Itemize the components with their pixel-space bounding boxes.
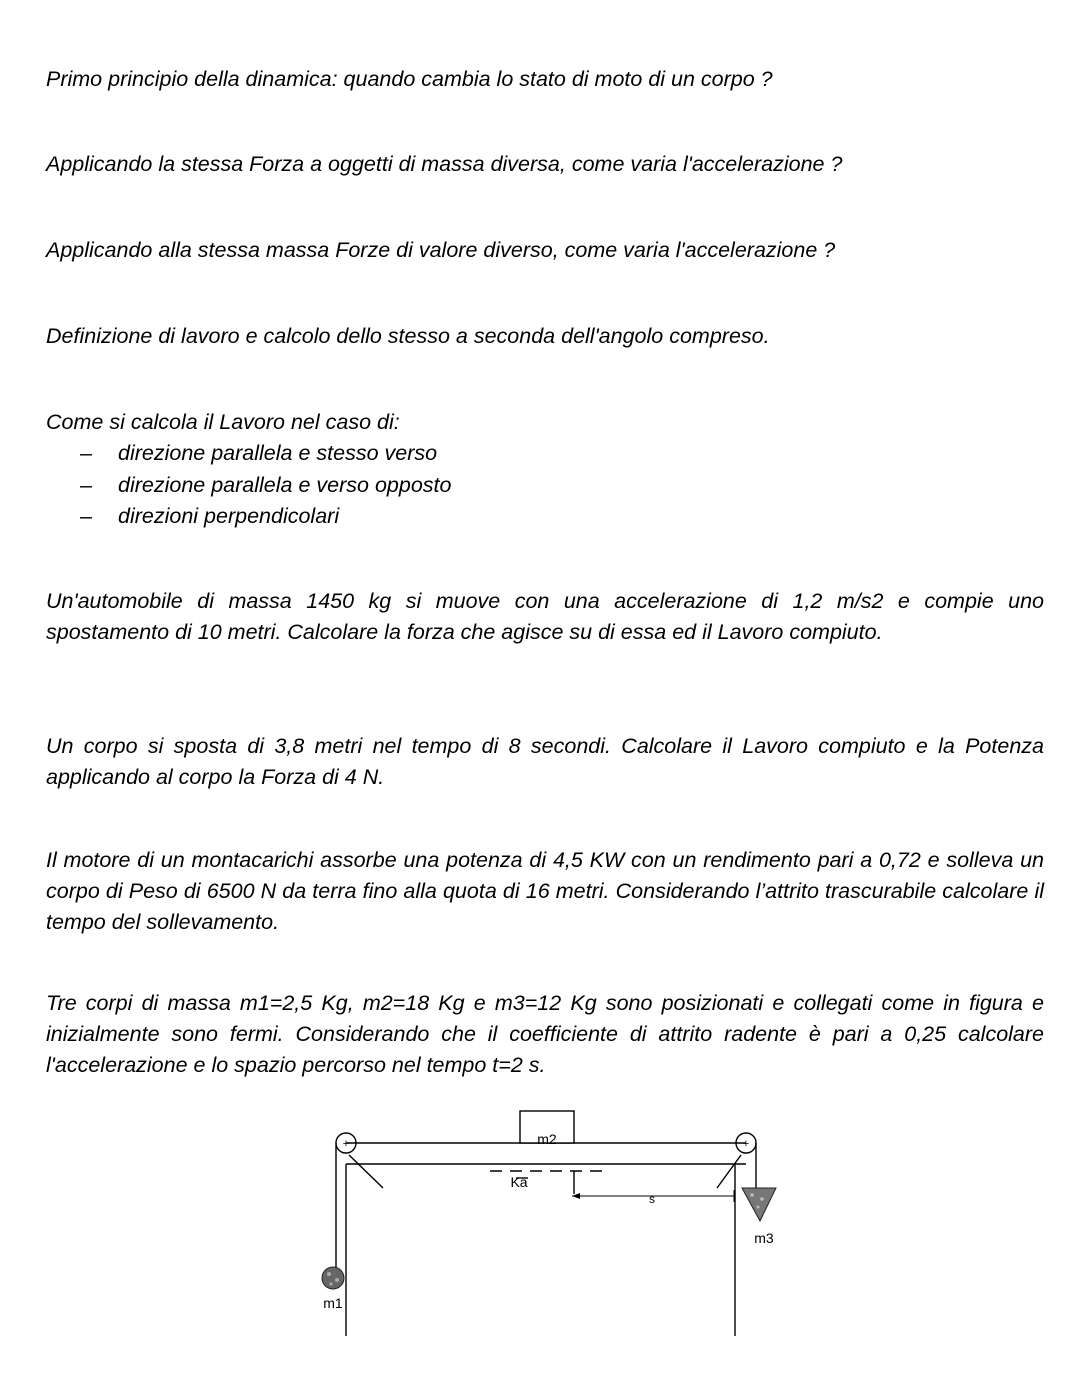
list-item-text: direzione parallela e verso opposto [118,472,452,497]
left-brace [349,1155,383,1188]
label-m2: m2 [537,1131,557,1147]
label-s: s [649,1192,655,1206]
list-item-text: direzioni perpendicolari [118,504,340,528]
weight-m1 [322,1267,344,1289]
weight-m3 [742,1188,776,1221]
question-4: Definizione di lavoro e calcolo dello stesso a seconda dell'angolo compreso. [46,324,770,348]
bullet-dash: – [80,441,92,465]
pulley-axle-icon: + [742,1138,750,1150]
bullet-dash: – [80,472,92,497]
arrowhead-icon [572,1193,580,1199]
problem-1: Un'automobile di massa 1450 kg si muove con una accelerazione di 1,2 m/s2 e compie uno spostamento di 10 metri. Calcolare la forza che agisce su di essa ed il Lavoro compiuto. [46,589,1044,644]
list-item [80,470,451,502]
question-2: Applicando la stessa Forza a oggetti di massa diversa, come varia l'accelerazione ? [46,152,843,176]
bullet-dash: – [80,504,92,528]
list-item [80,438,451,470]
label-m1: m1 [323,1295,343,1311]
question-3: Applicando alla stessa massa Forze di valore diverso, come varia l'accelerazione ? [46,238,836,262]
list-item-text: direzione parallela e stesso verso [118,441,438,465]
problem-4: Tre corpi di massa m1=2,5 Kg, m2=18 Kg e m3=12 Kg sono posizionati e collegati come in figura e inizialmente sono fermi. Considerando che il coefficiente di attrito radente è pari a 0,25 calcolare l'accelerazione e lo spazio percorso nel tempo t=2 s. [46,991,1044,1077]
label-m3: m3 [754,1230,774,1246]
bullet-list [80,438,451,533]
right-brace [717,1155,741,1188]
pulley-axle-icon: + [342,1138,350,1150]
problem-2: Un corpo si sposta di 3,8 metri nel tempo di 8 secondi. Calcolare il Lavoro compiuto e la Potenza applicando al corpo la Forza di 4 N. [46,734,1044,789]
list-item [80,501,451,533]
problem-3: Il motore di un montacarichi assorbe una potenza di 4,5 KW con un rendimento pari a 0,72 e solleva un corpo di Peso di 6500 N da terra fino alla quota di 16 metri. Considerando l’attrito trascurabile calcolare il tempo del sollevamento. [46,848,1044,934]
question-5-intro: Come si calcola il Lavoro nel caso di: [46,410,400,434]
label-ka: Ka [510,1174,528,1190]
question-1: Primo principio della dinamica: quando cambia lo stato di moto di un corpo ? [46,67,773,91]
pulley-system-figure [300,1100,800,1350]
